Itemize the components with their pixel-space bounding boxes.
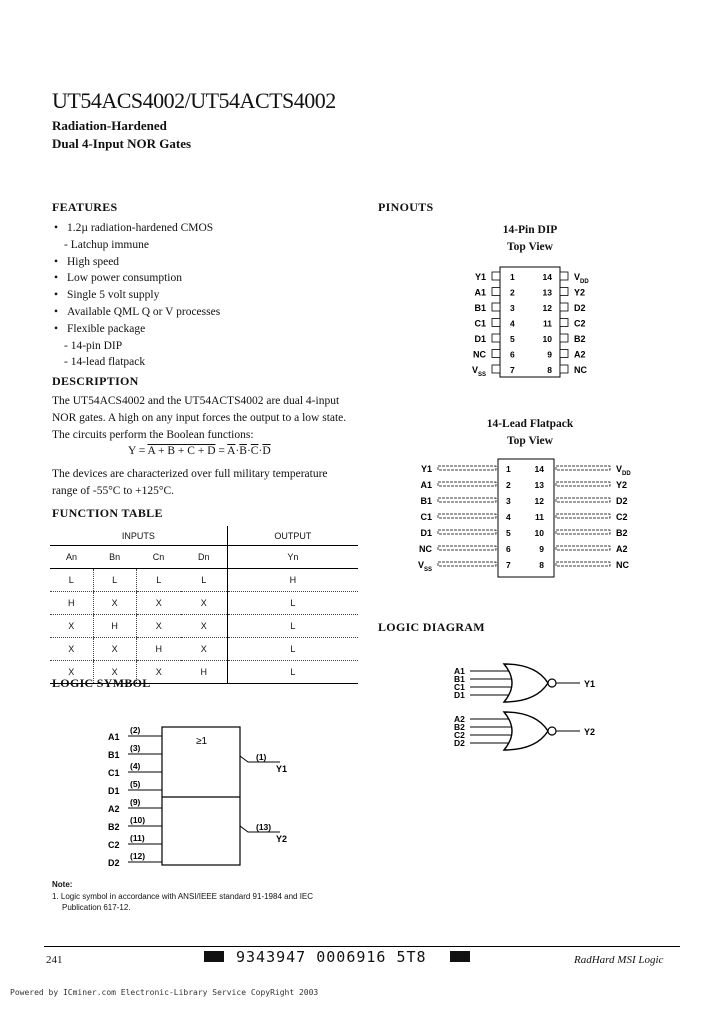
gate-input-label: A2 [454, 714, 465, 724]
dip-pin-right [547, 365, 587, 375]
equation-factors [227, 445, 271, 457]
pin-number: 12 [542, 303, 552, 313]
pin-number: 10 [534, 528, 544, 538]
dip-pin-left [474, 319, 515, 329]
logic-symbol-input [108, 797, 162, 814]
gate-input-label: A1 [454, 666, 465, 676]
pin-number: 12 [534, 496, 544, 506]
dip-pin-right [543, 288, 585, 298]
dip-pin-left [475, 272, 515, 282]
or-gate-label: ≥1 [196, 736, 208, 747]
gate-input-label: C1 [454, 682, 465, 692]
dip-pin-right [547, 350, 585, 360]
table-cell: L [227, 592, 358, 615]
equation-dot: · [246, 445, 251, 457]
input-name: C2 [108, 840, 120, 850]
barcode-block-left [204, 951, 224, 962]
input-pin: (3) [130, 743, 141, 753]
col-header-cn: Cn [136, 546, 181, 569]
svg-text:VDD: $V_{DD}$ [616, 464, 631, 477]
flatpack-pin-right [535, 512, 628, 522]
flatpack-title [430, 416, 630, 450]
table-row [50, 638, 358, 661]
svg-text:C1: C1 [474, 318, 486, 329]
dip-pin-right [543, 319, 586, 329]
table-cell: X [181, 592, 227, 615]
input-pin: (5) [130, 779, 141, 789]
description-line: The UT54ACS4002 and the UT54ACTS4002 are dual 4-input [52, 395, 340, 407]
table-cell: X [181, 615, 227, 638]
input-pin: (11) [130, 833, 145, 843]
dip-pin-right [543, 334, 586, 344]
svg-text:C2: C2 [574, 318, 586, 329]
pin-number: 7 [510, 365, 515, 375]
logic-symbol-diagram [100, 720, 310, 870]
flatpack-pin-right [539, 544, 627, 554]
table-cell: L [136, 569, 181, 592]
description-line: range of -55°C to +125°C. [52, 485, 175, 497]
output-pin: (1) [256, 752, 267, 762]
table-cell: H [181, 661, 227, 684]
function-table-heading: FUNCTION TABLE [52, 506, 163, 520]
table-cell: X [136, 592, 181, 615]
table-group-header-row [50, 526, 358, 546]
flatpack-pin-right [535, 528, 628, 538]
table-cell: X [181, 638, 227, 661]
equation-dot: · [258, 445, 263, 457]
pin-number: 3 [510, 303, 515, 313]
feature-item: • Available QML Q or V processes [52, 304, 352, 321]
table-row [50, 569, 358, 592]
input-pin: (4) [130, 761, 141, 771]
input-name: B1 [108, 750, 120, 760]
flatpack-pin-right [535, 496, 628, 506]
dip-pin-left [474, 303, 515, 313]
logic-symbol-input [108, 851, 162, 868]
input-pin: (9) [130, 797, 141, 807]
svg-text:B1: B1 [474, 303, 486, 313]
flatpack-pin-right [535, 480, 627, 490]
nor-gate-body [504, 712, 548, 750]
page-number: 241 [46, 954, 63, 966]
logic-symbol-input [108, 743, 162, 760]
barcode-block-right [450, 951, 470, 962]
input-name: D2 [108, 858, 120, 868]
svg-text:A2: A2 [574, 349, 586, 360]
table-cell: X [136, 661, 181, 684]
pin-number: 7 [506, 560, 511, 570]
pin-number: 5 [510, 334, 515, 344]
pin-number: 14 [542, 272, 552, 282]
pin-number: 9 [547, 349, 552, 360]
barcode-text: 9343947 0006916 5T8 [236, 948, 427, 966]
pin-number: 13 [542, 287, 552, 298]
logic-symbol-output [240, 752, 287, 774]
feature-item: • Single 5 volt supply [52, 287, 352, 304]
svg-text:VDD: $V_{DD}$ [574, 272, 589, 285]
gate-input-label: B1 [454, 674, 465, 684]
description-para1 [52, 393, 372, 444]
dip-pin-left [474, 334, 515, 344]
footer-rule [44, 946, 680, 947]
col-header-bn: Bn [93, 546, 136, 569]
pin-number: 2 [510, 287, 515, 298]
input-name: D1 [108, 786, 120, 796]
powered-by: Powered by ICminer.com Electronic-Library Service CopyRight 2003 [10, 988, 319, 997]
col-header-yn: Yn [227, 546, 358, 569]
feature-item: • Flexible package [52, 321, 352, 338]
pin-number: 11 [543, 318, 552, 329]
equation-factor: $\overline{B}$ [239, 445, 247, 457]
description-line: The circuits perform the Boolean functions: [52, 429, 254, 441]
dip-pin-left [473, 350, 515, 360]
logic-symbol-input [108, 725, 162, 742]
inputs-header: INPUTS [50, 526, 227, 546]
features-heading: FEATURES [52, 200, 118, 214]
flatpack-pin-left [419, 544, 511, 554]
logic-symbol-input [108, 761, 162, 778]
feature-item: - 14-lead flatpack [64, 356, 146, 369]
output-header: OUTPUT [274, 530, 312, 541]
table-cell: L [181, 569, 227, 592]
table-cell: H [227, 569, 358, 592]
svg-text:A1: A1 [474, 287, 486, 298]
input-name: B2 [108, 822, 120, 832]
equation-factor: $\overline{D}$ [262, 445, 271, 457]
gate-output-label: Y2 [584, 727, 596, 737]
table-cell: H [136, 638, 181, 661]
gate-input-label: D2 [454, 738, 465, 748]
logic-symbol-input [108, 779, 162, 796]
feature-item: - Latchup immune [64, 238, 149, 251]
svg-text:Y1: Y1 [420, 464, 432, 474]
note-line1: 1. Logic symbol in accordance with ANSI/IEEE standard 91-1984 and IEC [52, 892, 314, 901]
svg-text:NC: NC [574, 365, 587, 375]
table-cell: X [50, 661, 93, 684]
svg-text:D2: D2 [574, 303, 586, 313]
dip-pin-right [543, 272, 590, 285]
flatpack-pin-right [535, 464, 632, 477]
description-line: NOR gates. A high on any input forces the output to a low state. [52, 412, 347, 424]
table-cell: H [93, 615, 136, 638]
svg-text:B1: B1 [420, 496, 432, 506]
pin-number: 8 [539, 560, 544, 570]
table-row [50, 615, 358, 638]
svg-text:NC: NC [419, 544, 432, 554]
dip-package [440, 264, 620, 384]
input-pin: (10) [130, 815, 146, 825]
flatpack-pin-left [420, 480, 511, 490]
logic-symbol-input [108, 815, 162, 832]
table-cell: X [50, 638, 93, 661]
nor-gate-body [504, 664, 548, 702]
flatpack-pin-left [421, 464, 511, 474]
svg-text:NC: NC [616, 560, 629, 570]
dip-pin-right [543, 303, 586, 313]
table-cell: X [136, 615, 181, 638]
gate-output-label: Y1 [584, 679, 596, 689]
nor-gate-bubble [548, 727, 556, 735]
dip-title-line: 14-Pin DIP [502, 224, 558, 236]
svg-text:VSS: $V_{SS}$ [471, 365, 486, 378]
svg-text:Y2: Y2 [616, 480, 628, 490]
boolean-equation [128, 443, 271, 460]
col-header-an: An [50, 546, 93, 569]
table-cell: L [227, 638, 358, 661]
table-column-header-row [50, 546, 358, 569]
logic-symbol-heading: LOGIC SYMBOL [52, 676, 151, 690]
nor-gate-1 [454, 664, 595, 702]
nor-gate-2 [454, 712, 595, 750]
flatpack-package [410, 456, 640, 581]
gate-input-label: B2 [454, 722, 465, 732]
table-cell: X [93, 661, 136, 684]
subtitle-gates: Dual 4-Input NOR Gates [52, 136, 192, 151]
logic-symbol-output [240, 822, 287, 844]
flatpack-pin-left [418, 560, 511, 573]
pin-number: 6 [510, 349, 515, 360]
table-cell: L [93, 569, 136, 592]
pin-number: 9 [539, 544, 544, 554]
flatpack-pin-left [420, 512, 511, 522]
dip-title [440, 222, 620, 256]
input-name: A2 [108, 804, 120, 814]
flatpack-pin-left [420, 528, 511, 538]
svg-text:Y2: Y2 [574, 287, 586, 298]
table-cell: L [227, 615, 358, 638]
equation-equals: = [215, 445, 228, 457]
equation-factor: $\overline{A}$ [227, 445, 236, 457]
svg-text:C1: C1 [420, 512, 432, 522]
input-name: C1 [108, 768, 120, 778]
flatpack-pin-left [420, 496, 511, 506]
logic-symbol-box [162, 727, 240, 865]
logic-symbol-input [108, 833, 162, 850]
pin-number: 4 [506, 512, 511, 522]
svg-text:Y1: Y1 [474, 272, 486, 282]
flatpack-pin-right [539, 560, 629, 570]
output-name: Y1 [276, 764, 288, 774]
table-cell: X [93, 638, 136, 661]
gate-input-label: C2 [454, 730, 465, 740]
svg-text:VSS: $V_{SS}$ [417, 560, 432, 573]
svg-text:NC: NC [473, 349, 486, 360]
pin-number: 6 [506, 544, 511, 554]
pin-number: 14 [534, 464, 544, 474]
function-table-body [50, 569, 358, 684]
equation-sum-bar: A + B + C + D [147, 445, 216, 457]
equation-factor: $\overline{C}$ [250, 445, 259, 457]
svg-text:A2: A2 [616, 544, 628, 554]
equation-dot: · [235, 445, 240, 457]
input-name: A1 [108, 732, 120, 742]
features-list [52, 220, 352, 371]
pin-number: 8 [547, 365, 552, 375]
table-cell: L [227, 661, 358, 684]
flatpack-title-line: Top View [507, 435, 553, 447]
svg-text:C2: C2 [616, 512, 628, 522]
pin-number: 5 [506, 528, 511, 538]
note-heading: Note: [52, 880, 73, 889]
pin-number: 3 [506, 496, 511, 506]
pin-number: 11 [535, 512, 544, 522]
gate-input-label: D1 [454, 690, 465, 700]
equation-lhs: Y = [128, 445, 148, 457]
pin-number: 10 [542, 334, 552, 344]
svg-text:D2: D2 [616, 496, 628, 506]
nor-gate-bubble [548, 679, 556, 687]
feature-item: • 1.2µ radiation-hardened CMOS [52, 220, 352, 237]
svg-text:D1: D1 [474, 334, 486, 344]
svg-text:D1: D1 [420, 528, 432, 538]
svg-text:B2: B2 [574, 334, 586, 344]
dip-title-line: Top View [507, 241, 553, 253]
svg-text:B2: B2 [616, 528, 628, 538]
note-line2: Publication 617-12. [62, 903, 131, 912]
input-pin: (2) [130, 725, 141, 735]
description-line: The devices are characterized over full military temperature [52, 468, 328, 480]
pin-number: 1 [510, 272, 515, 282]
feature-item: • High speed [52, 254, 352, 271]
col-header-dn: Dn [181, 546, 227, 569]
logic-diagram-heading: LOGIC DIAGRAM [378, 620, 485, 634]
pinouts-heading: PINOUTS [378, 200, 434, 214]
logic-diagram [440, 656, 610, 760]
pin-number: 13 [534, 480, 544, 490]
pin-number: 4 [510, 318, 515, 329]
feature-item: • Low power consumption [52, 270, 352, 287]
table-cell: L [50, 569, 93, 592]
pin-number: 2 [506, 480, 511, 490]
table-row [50, 592, 358, 615]
description-para2 [52, 466, 372, 500]
svg-text:A1: A1 [420, 480, 432, 490]
function-table [50, 526, 358, 684]
flatpack-title-line: 14-Lead Flatpack [486, 418, 574, 430]
input-pin: (12) [130, 851, 146, 861]
footer-brand: RadHard MSI Logic [574, 954, 664, 966]
subtitle-radiation: Radiation-Hardened [52, 118, 167, 133]
table-cell: X [93, 592, 136, 615]
feature-item: - 14-pin DIP [64, 339, 123, 352]
output-name: Y2 [276, 834, 288, 844]
table-cell: H [50, 592, 93, 615]
dip-pin-left [472, 365, 515, 378]
page-title: UT54ACS4002/UT54ACTS4002 [52, 88, 336, 113]
table-cell: X [50, 615, 93, 638]
dip-pin-left [474, 288, 515, 298]
pin-number: 1 [506, 464, 511, 474]
description-heading: DESCRIPTION [52, 374, 139, 388]
output-pin: (13) [256, 822, 272, 832]
